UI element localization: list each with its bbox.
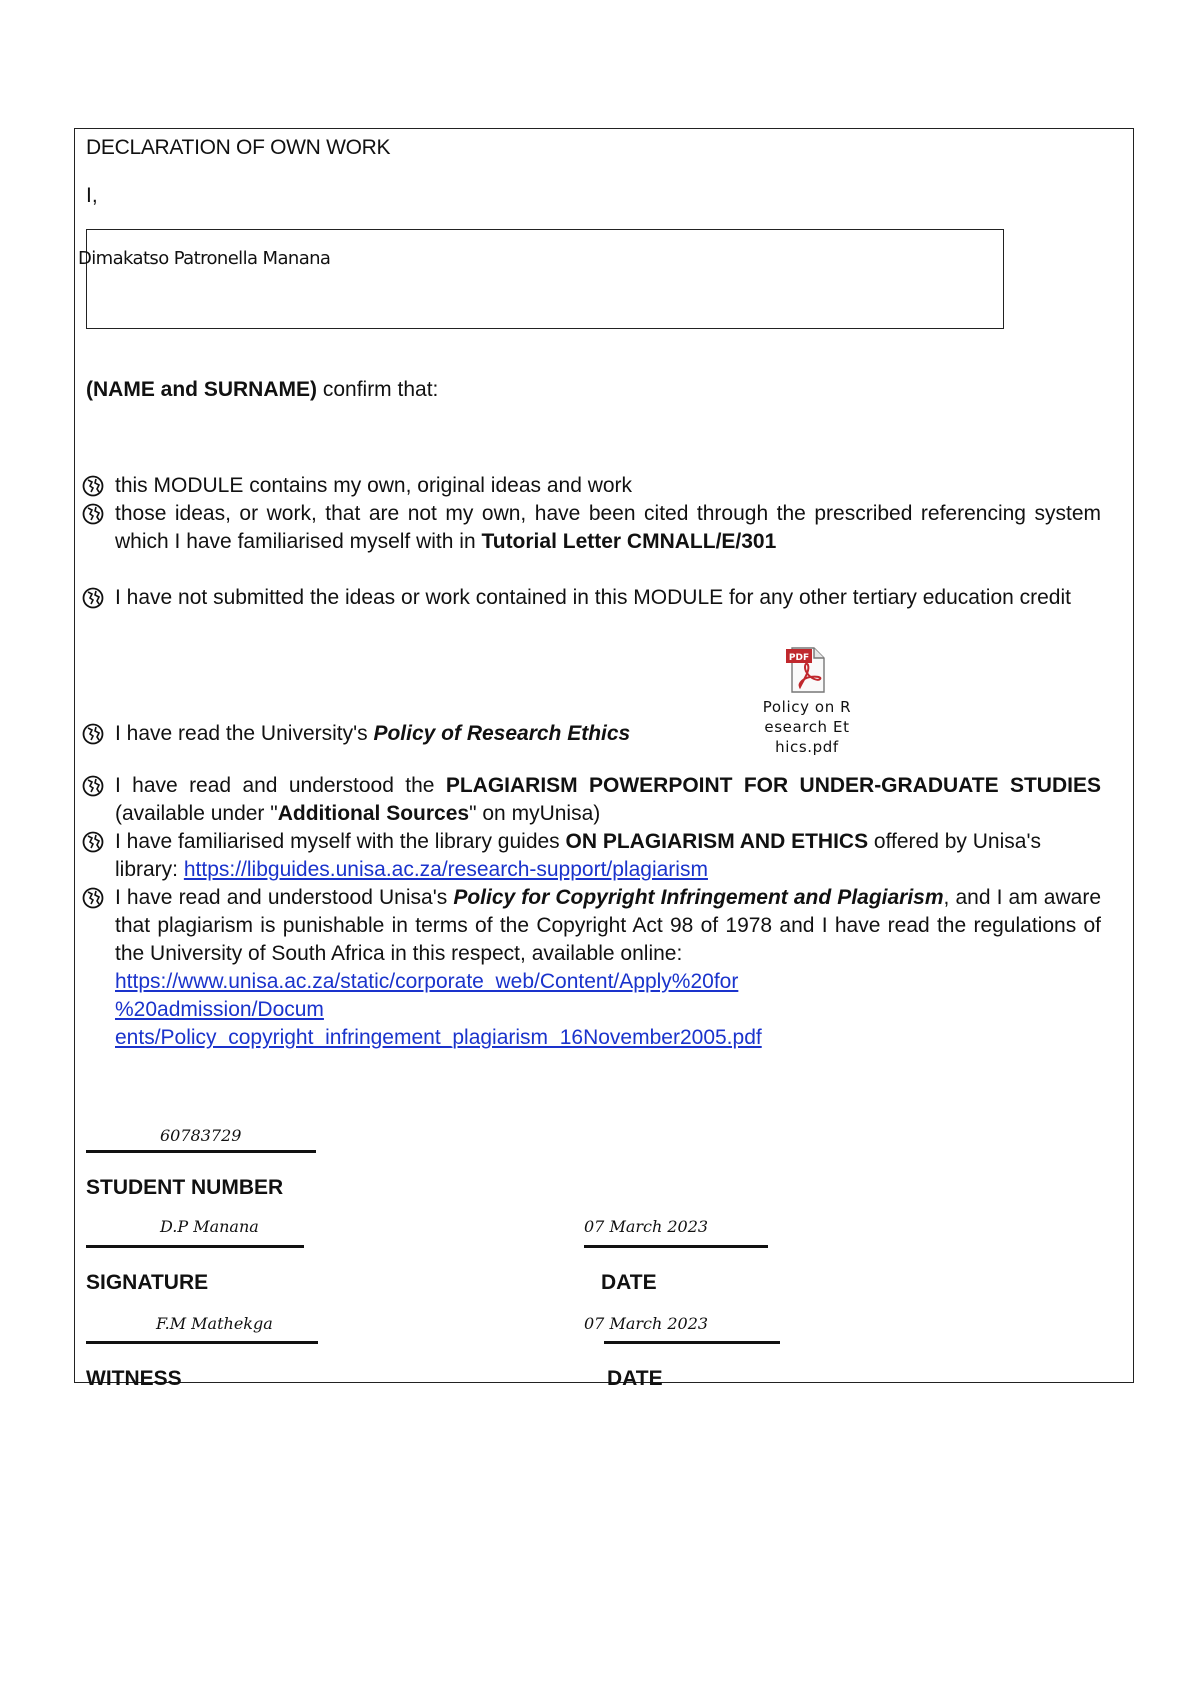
globe-icon	[82, 775, 104, 797]
witness-line	[86, 1341, 318, 1344]
witness-date-label: DATE	[607, 1367, 663, 1390]
witness-value: F.M Mathekga	[156, 1314, 273, 1333]
name-surname-label: (NAME and SURNAME)	[86, 378, 317, 401]
confirm-text: confirm that:	[317, 378, 439, 401]
plagiarism-powerpoint-ref: PLAGIARISM POWERPOINT FOR UNDER-GRADUATE STUDIES	[445, 774, 1101, 797]
item-text	[115, 884, 1101, 968]
policy-link[interactable]: ents/Policy_copyright_infringement_plagiarism_16November2005.pdf	[115, 1026, 762, 1049]
signature-label: SIGNATURE	[86, 1271, 209, 1294]
globe-icon	[82, 503, 104, 525]
list-item	[86, 772, 1101, 828]
student-number-value: 60783729	[160, 1126, 242, 1145]
name-value: Dimakatso Patronella Manana	[78, 248, 331, 269]
policy-link[interactable]: https://www.unisa.ac.za/static/corporate_web/Content/Apply%20for	[115, 970, 739, 993]
policy-link-block	[115, 968, 1101, 1052]
item-text: this MODULE contains my own, original ideas and work	[115, 474, 633, 497]
globe-icon	[82, 831, 104, 853]
tutorial-letter-ref: Tutorial Letter CMNALL/E/301	[481, 530, 777, 553]
item-text-part: I have familiarised myself with the library guides	[115, 830, 566, 853]
witness-label: WITNESS	[86, 1367, 182, 1390]
signature-date-value: 07 March 2023	[584, 1217, 709, 1236]
confirm-line	[86, 378, 438, 402]
policy-research-ethics-ref: Policy of Research Ethics	[373, 722, 631, 745]
item-text-part: those ideas, or work, that are not my own, have been cited through the prescribed referencing system which I have familiarised myself with in	[115, 502, 1101, 553]
item-text-part: offered by Unisa's library:	[115, 830, 1041, 881]
pdf-badge: PDF	[788, 653, 810, 663]
item-text-part: " on myUnisa)	[469, 802, 601, 825]
item-text: I have not submitted the ideas or work contained in this MODULE for any other tertiary education credit	[115, 586, 1071, 609]
plagiarism-ethics-ref: ON PLAGIARISM AND ETHICS	[565, 830, 869, 853]
additional-sources-ref: Additional Sources	[277, 802, 470, 825]
item-text	[115, 500, 1101, 556]
libguides-link[interactable]: https://libguides.unisa.ac.za/research-support/plagiarism	[183, 858, 708, 881]
pdf-file-icon	[782, 645, 832, 695]
item-text-part: , and I am aware that plagiarism is punishable in terms of the Copyright Act 98 of 1978 and I have read the regulations of the University of South Africa in this respect, available online:	[115, 886, 1101, 965]
witness-date-value: 07 March 2023	[584, 1314, 709, 1333]
item-text-part: I have read the University's	[115, 722, 374, 745]
item-text	[115, 720, 766, 748]
name-field-box[interactable]	[86, 229, 1004, 329]
page-title: DECLARATION OF OWN WORK	[86, 136, 391, 159]
item-text	[115, 772, 1101, 828]
student-number-line	[86, 1150, 316, 1153]
item-text-part: I have read and understood Unisa's	[115, 886, 454, 909]
list-item	[86, 472, 1101, 500]
signature-line	[86, 1245, 304, 1248]
student-number-label: STUDENT NUMBER	[86, 1176, 284, 1199]
globe-icon	[82, 587, 104, 609]
i-label: I,	[86, 184, 98, 207]
globe-icon	[82, 887, 104, 909]
globe-icon	[82, 723, 104, 745]
witness-date-line	[604, 1341, 780, 1344]
signature-value: D.P Manana	[160, 1217, 259, 1236]
list-item	[86, 720, 766, 748]
signature-date-label: DATE	[601, 1271, 657, 1294]
list-item	[86, 828, 1101, 884]
policy-link[interactable]: %20admission/Docum	[115, 998, 324, 1021]
item-text-part: I have read and understood the	[115, 774, 446, 797]
list-item	[86, 584, 1101, 612]
item-text	[115, 828, 1101, 884]
list-item	[86, 884, 1101, 1052]
globe-icon	[82, 475, 104, 497]
pdf-file-label: Policy on Research Ethics.pdf	[762, 698, 852, 756]
item-text-part: (available under "	[115, 802, 278, 825]
signature-date-line	[584, 1245, 768, 1248]
pdf-attachment[interactable]	[757, 645, 857, 757]
copyright-policy-ref: Policy for Copyright Infringement and Plagiarism	[453, 886, 944, 909]
list-item	[86, 500, 1101, 556]
